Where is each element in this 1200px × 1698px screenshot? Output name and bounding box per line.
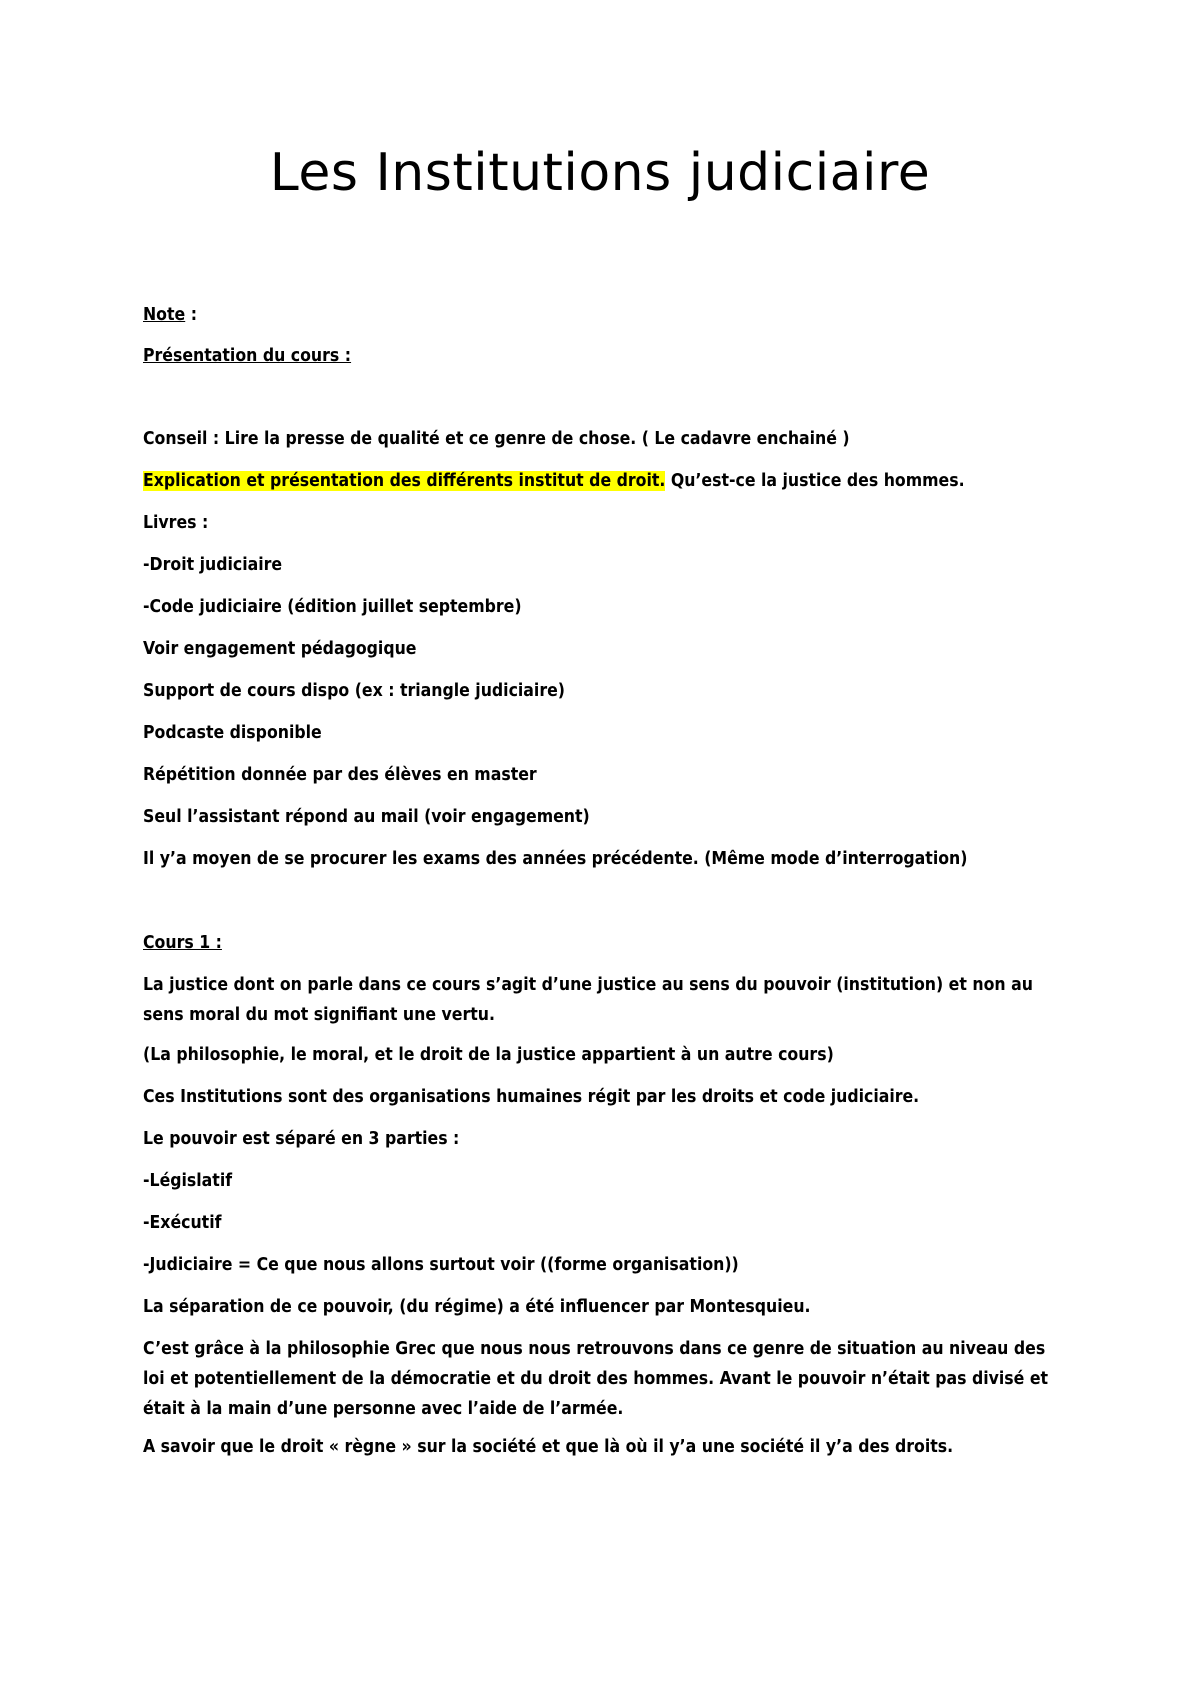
savoir-line: A savoir que le droit « règne » sur la société et que là où il y’a une société il y’a des droits.	[143, 1437, 954, 1457]
grece-paragraph: C’est grâce à la philosophie Grec que nous nous retrouvons dans ce genre de situation au niveau des loi et potentiellement de la démocratie et du droit des hommes. Avant le pouvoir n’était pas divisé et était à la main d’une personne avec l’aide de l’armée.	[143, 1339, 1049, 1419]
support-line: Support de cours dispo (ex : triangle judiciaire)	[143, 681, 565, 701]
note-suffix: :	[185, 305, 197, 325]
exams-line: Il y’a moyen de se procurer les exams des années précédente. (Même mode d’interrogation)	[143, 849, 968, 869]
note-label: Note	[143, 305, 186, 325]
separation-line: La séparation de ce pouvoir, (du régime) a été influencer par Montesquieu.	[143, 1297, 811, 1317]
document-title: Les Institutions judiciaire	[269, 143, 931, 203]
legislatif-line: -Législatif	[143, 1171, 233, 1191]
justice-paragraph: La justice dont on parle dans ce cours s’agit d’une justice au sens du pouvoir (institution) et non au sens moral du mot signifiant une vertu.	[143, 975, 1033, 1025]
voir-engagement-line: Voir engagement pédagogique	[143, 639, 417, 659]
explication-line	[143, 466, 1063, 496]
judiciaire-line: -Judiciaire = Ce que nous allons surtout voir ((forme organisation))	[143, 1255, 739, 1275]
executif-line: -Exécutif	[143, 1213, 222, 1233]
philosophie-line: (La philosophie, le moral, et le droit de la justice appartient à un autre cours)	[143, 1045, 834, 1065]
droit-judiciaire-line: -Droit judiciaire	[143, 555, 283, 575]
repetition-line: Répétition donnée par des élèves en master	[143, 765, 537, 785]
podcaste-line: Podcaste disponible	[143, 723, 322, 743]
presentation-label: Présentation du cours :	[143, 346, 352, 366]
code-judiciaire-line: -Code judiciaire (édition juillet septembre)	[143, 597, 522, 617]
presentation-heading	[143, 341, 1063, 371]
pouvoir-line: Le pouvoir est séparé en 3 parties :	[143, 1129, 460, 1149]
explication-highlight: Explication et présentation des différents institut de droit.	[143, 471, 666, 491]
cours1-label: Cours 1 :	[143, 933, 222, 953]
cours1-heading	[143, 928, 1063, 958]
explication-rest: Qu’est-ce la justice des hommes.	[665, 471, 965, 491]
note-line	[143, 300, 1063, 330]
conseil-line: Conseil : Lire la presse de qualité et ce genre de chose. ( Le cadavre enchainé )	[143, 429, 850, 449]
institutions-line: Ces Institutions sont des organisations humaines régit par les droits et code judiciaire.	[143, 1087, 920, 1107]
livres-line: Livres :	[143, 513, 209, 533]
seul-line: Seul l’assistant répond au mail (voir engagement)	[143, 807, 590, 827]
